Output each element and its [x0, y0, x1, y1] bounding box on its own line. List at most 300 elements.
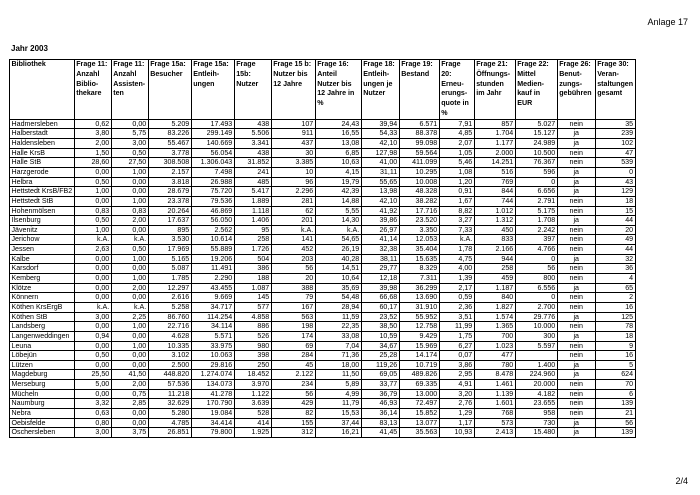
library-name-cell: Halle KrsB: [10, 148, 75, 158]
table-row: [10, 380, 636, 390]
data-cell: 2,25: [111, 312, 148, 322]
data-cell: 139: [595, 428, 635, 438]
data-cell: 1.601: [474, 399, 515, 409]
data-cell: 10.000: [515, 322, 557, 332]
data-cell: 539: [595, 158, 635, 168]
data-cell: 0: [595, 167, 635, 177]
library-name-cell: Jerichow: [10, 235, 75, 245]
data-cell: 15,53: [315, 409, 361, 419]
data-cell: 2.500: [148, 360, 191, 370]
data-cell: 1.400: [515, 360, 557, 370]
data-cell: 2.290: [191, 274, 234, 284]
data-cell: 1,00: [74, 187, 111, 197]
data-cell: 43.455: [191, 283, 234, 293]
library-name-cell: Hettstedt StB: [10, 196, 75, 206]
data-cell: 911: [271, 129, 315, 139]
data-cell: 3,75: [111, 428, 148, 438]
data-cell: 2,76: [439, 399, 474, 409]
data-cell: 438: [234, 119, 271, 129]
data-cell: 388: [271, 283, 315, 293]
table-row: [10, 129, 636, 139]
data-cell: 86.760: [148, 312, 191, 322]
data-cell: 3.970: [234, 380, 271, 390]
library-name-cell: Karsdorf: [10, 264, 75, 274]
data-cell: 11.491: [191, 264, 234, 274]
data-cell: 55.467: [148, 139, 191, 149]
data-cell: 1.704: [474, 129, 515, 139]
data-cell: 0,94: [74, 331, 111, 341]
data-cell: 5.417: [234, 187, 271, 197]
data-cell: 730: [515, 418, 557, 428]
data-cell: 0,00: [74, 254, 111, 264]
data-cell: 1.406: [234, 216, 271, 226]
data-cell: 0: [515, 254, 557, 264]
data-cell: 438: [234, 148, 271, 158]
data-cell: 0,00: [74, 283, 111, 293]
data-cell: 11,79: [315, 399, 361, 409]
data-cell: 155: [271, 418, 315, 428]
data-cell: 3,86: [439, 360, 474, 370]
data-cell: 0,00: [111, 119, 148, 129]
data-cell: 14.251: [474, 158, 515, 168]
data-cell: 4,00: [439, 264, 474, 274]
data-cell: 55.952: [399, 312, 439, 322]
data-cell: 573: [474, 418, 515, 428]
data-cell: 17.637: [148, 216, 191, 226]
data-cell: 0,00: [111, 331, 148, 341]
data-cell: 11,50: [315, 370, 361, 380]
data-cell: ja: [557, 312, 595, 322]
data-cell: 46.869: [191, 206, 234, 216]
data-cell: 82: [271, 409, 315, 419]
data-cell: 2,63: [74, 245, 111, 255]
data-cell: 56.054: [191, 148, 234, 158]
data-cell: 20: [271, 274, 315, 284]
data-cell: 12.053: [399, 235, 439, 245]
table-row: [10, 119, 636, 129]
data-cell: 23.655: [515, 399, 557, 409]
table-row: [10, 177, 636, 187]
data-cell: 448.820: [148, 370, 191, 380]
data-cell: nein: [557, 235, 595, 245]
data-cell: 258: [234, 235, 271, 245]
library-name-cell: Jessen: [10, 245, 75, 255]
data-cell: 2.157: [148, 167, 191, 177]
data-cell: 33,08: [315, 331, 361, 341]
data-cell: 5,00: [74, 380, 111, 390]
data-cell: 0,80: [74, 418, 111, 428]
data-cell: 312: [271, 428, 315, 438]
data-cell: 1,20: [439, 177, 474, 187]
data-cell: 5.087: [148, 264, 191, 274]
data-cell: 20.264: [148, 206, 191, 216]
data-cell: 768: [474, 409, 515, 419]
data-cell: 1.023: [474, 341, 515, 351]
data-cell: 0,00: [111, 293, 148, 303]
data-cell: ja: [557, 139, 595, 149]
library-statistics-table: [9, 59, 636, 438]
data-cell: 9: [595, 341, 635, 351]
data-cell: nein: [557, 206, 595, 216]
data-cell: 72.497: [399, 399, 439, 409]
data-cell: 33,77: [361, 380, 399, 390]
data-cell: 437: [271, 139, 315, 149]
data-cell: 3,20: [439, 389, 474, 399]
data-cell: 5.571: [191, 331, 234, 341]
data-cell: 56.050: [191, 216, 234, 226]
data-cell: ja: [557, 167, 595, 177]
data-cell: 7.311: [399, 274, 439, 284]
data-cell: 18: [595, 331, 635, 341]
data-cell: 2,00: [111, 216, 148, 226]
table-row: [10, 428, 636, 438]
data-cell: 397: [515, 235, 557, 245]
library-name-cell: Kemberg: [10, 274, 75, 284]
data-cell: nein: [557, 341, 595, 351]
data-cell: 95: [234, 225, 271, 235]
table-row: [10, 196, 636, 206]
data-cell: 28.679: [148, 187, 191, 197]
column-header: Frage 15 b: Nutzer bis 12 Jahre: [271, 60, 315, 120]
data-cell: 800: [515, 274, 557, 284]
data-cell: 840: [474, 293, 515, 303]
data-cell: 2,36: [439, 302, 474, 312]
data-cell: 833: [474, 235, 515, 245]
data-cell: 32: [595, 254, 635, 264]
data-cell: 414: [234, 418, 271, 428]
data-cell: 13,08: [315, 139, 361, 149]
column-header: Frage 30: Veran-staltungen gesamt: [595, 60, 635, 120]
table-row: [10, 274, 636, 284]
data-cell: 37,44: [315, 418, 361, 428]
data-cell: 62: [271, 206, 315, 216]
table-row: [10, 245, 636, 255]
data-cell: 780: [474, 360, 515, 370]
data-cell: 1,00: [111, 167, 148, 177]
data-cell: 224.960: [515, 370, 557, 380]
data-cell: 1,00: [111, 254, 148, 264]
table-row: [10, 360, 636, 370]
data-cell: 203: [271, 254, 315, 264]
data-cell: 32,38: [361, 245, 399, 255]
data-cell: 10.295: [399, 167, 439, 177]
data-cell: 308.508: [148, 158, 191, 168]
data-cell: 0,50: [74, 216, 111, 226]
data-cell: 16,55: [315, 129, 361, 139]
data-cell: 44: [595, 245, 635, 255]
table-row: [10, 389, 636, 399]
data-cell: 1,00: [111, 196, 148, 206]
data-cell: 56: [515, 264, 557, 274]
data-cell: 0,00: [111, 187, 148, 197]
data-cell: 1.726: [234, 245, 271, 255]
table-row: [10, 418, 636, 428]
data-cell: 17.493: [191, 119, 234, 129]
data-cell: 1,67: [439, 196, 474, 206]
data-cell: 258: [474, 264, 515, 274]
data-cell: 0,00: [74, 167, 111, 177]
data-cell: 2,17: [439, 283, 474, 293]
data-cell: 139: [595, 399, 635, 409]
data-cell: 31.852: [234, 158, 271, 168]
data-cell: 38,11: [361, 254, 399, 264]
library-name-cell: Langenweddingen: [10, 331, 75, 341]
data-cell: 300: [515, 331, 557, 341]
data-cell: 11.218: [148, 389, 191, 399]
data-cell: nein: [557, 225, 595, 235]
data-cell: 55.889: [191, 245, 234, 255]
data-cell: 34.414: [191, 418, 234, 428]
data-cell: 1.177: [474, 139, 515, 149]
data-cell: ja: [557, 428, 595, 438]
data-cell: 0,50: [111, 148, 148, 158]
data-cell: 41,50: [111, 370, 148, 380]
data-cell: 980: [234, 341, 271, 351]
data-cell: 744: [474, 196, 515, 206]
data-cell: 2.166: [474, 245, 515, 255]
data-cell: nein: [557, 148, 595, 158]
data-cell: ja: [557, 254, 595, 264]
data-cell: 56: [271, 264, 315, 274]
library-name-cell: Könnern: [10, 293, 75, 303]
data-cell: 29,77: [361, 264, 399, 274]
data-cell: 18.452: [234, 370, 271, 380]
data-cell: 10.063: [191, 351, 234, 361]
data-cell: ja: [557, 331, 595, 341]
data-cell: [515, 351, 557, 361]
data-cell: 41,14: [361, 235, 399, 245]
data-cell: 119,26: [361, 360, 399, 370]
data-cell: 3.385: [271, 158, 315, 168]
data-cell: 3.350: [399, 225, 439, 235]
data-cell: 23,52: [361, 312, 399, 322]
data-cell: 88.378: [399, 129, 439, 139]
data-cell: 174: [271, 331, 315, 341]
data-cell: 16: [595, 351, 635, 361]
data-cell: 18: [595, 196, 635, 206]
data-cell: 1.312: [474, 216, 515, 226]
data-cell: 0,75: [111, 389, 148, 399]
data-cell: 1,00: [111, 341, 148, 351]
data-cell: 42,10: [361, 139, 399, 149]
data-cell: 134.073: [191, 380, 234, 390]
data-cell: 1.461: [474, 380, 515, 390]
data-cell: k.A.: [74, 302, 111, 312]
data-cell: 96: [271, 177, 315, 187]
data-cell: 36: [595, 264, 635, 274]
data-cell: 35.563: [399, 428, 439, 438]
data-cell: k.A.: [111, 302, 148, 312]
data-cell: 10.719: [399, 360, 439, 370]
data-cell: 299.149: [191, 129, 234, 139]
data-cell: 16: [595, 302, 635, 312]
data-cell: 0,00: [74, 274, 111, 284]
data-cell: nein: [557, 158, 595, 168]
data-cell: 3,80: [74, 129, 111, 139]
data-cell: 477: [474, 351, 515, 361]
column-header: Frage 18: Entleih-ungen je Nutzer: [361, 60, 399, 120]
data-cell: 2,85: [111, 399, 148, 409]
data-cell: 0,00: [74, 293, 111, 303]
library-name-cell: Hadmersleben: [10, 119, 75, 129]
data-cell: 127,98: [361, 148, 399, 158]
table-row: [10, 264, 636, 274]
library-name-cell: Merseburg: [10, 380, 75, 390]
data-cell: 1.122: [234, 389, 271, 399]
data-cell: 12,18: [361, 274, 399, 284]
data-cell: 504: [234, 254, 271, 264]
data-cell: 5,75: [111, 129, 148, 139]
library-name-cell: Haldensleben: [10, 139, 75, 149]
data-cell: 250: [234, 360, 271, 370]
data-cell: 0,07: [439, 351, 474, 361]
data-cell: 10.335: [148, 341, 191, 351]
data-cell: 516: [474, 167, 515, 177]
data-cell: 700: [474, 331, 515, 341]
data-cell: 281: [271, 196, 315, 206]
data-cell: 26.988: [191, 177, 234, 187]
data-cell: 40,28: [315, 254, 361, 264]
data-cell: 5.597: [515, 341, 557, 351]
data-cell: 10,59: [361, 331, 399, 341]
library-name-cell: Kalbe: [10, 254, 75, 264]
data-cell: 6: [595, 389, 635, 399]
data-cell: 4.858: [234, 312, 271, 322]
data-cell: 0,59: [439, 293, 474, 303]
data-cell: 45: [271, 360, 315, 370]
data-cell: 450: [474, 225, 515, 235]
table-row: [10, 331, 636, 341]
data-cell: 17.716: [399, 206, 439, 216]
data-cell: 0,62: [74, 119, 111, 129]
data-cell: 2.122: [271, 370, 315, 380]
data-cell: 1,75: [439, 331, 474, 341]
data-cell: 114.254: [191, 312, 234, 322]
data-cell: 0,00: [111, 225, 148, 235]
data-cell: 3.102: [148, 351, 191, 361]
data-cell: 10.008: [399, 177, 439, 187]
table-row: [10, 341, 636, 351]
data-cell: 3,32: [74, 399, 111, 409]
data-cell: 1,50: [74, 148, 111, 158]
data-cell: 36,79: [361, 389, 399, 399]
data-cell: 141: [271, 235, 315, 245]
data-cell: 2.242: [515, 225, 557, 235]
data-cell: 2.791: [515, 196, 557, 206]
data-cell: 0,83: [74, 206, 111, 216]
data-cell: 14,88: [315, 196, 361, 206]
data-cell: 20.000: [515, 380, 557, 390]
data-cell: 56: [595, 418, 635, 428]
library-name-cell: Köthen StB: [10, 312, 75, 322]
data-cell: 29.776: [515, 312, 557, 322]
data-cell: 1,00: [74, 225, 111, 235]
data-cell: 4.785: [148, 418, 191, 428]
data-cell: 241: [234, 167, 271, 177]
data-cell: 35.404: [399, 245, 439, 255]
data-cell: 429: [271, 399, 315, 409]
data-cell: ja: [557, 177, 595, 187]
library-name-cell: Klötze: [10, 283, 75, 293]
data-cell: 34,67: [361, 341, 399, 351]
data-cell: 25,50: [74, 370, 111, 380]
data-cell: 15.635: [399, 254, 439, 264]
data-cell: 5.258: [148, 302, 191, 312]
data-cell: 0,00: [111, 264, 148, 274]
data-cell: 3.778: [148, 148, 191, 158]
library-name-cell: Köthen KrsErgB: [10, 302, 75, 312]
table-row: [10, 302, 636, 312]
data-cell: 66,68: [361, 293, 399, 303]
data-cell: 69.335: [399, 380, 439, 390]
data-cell: 485: [234, 177, 271, 187]
library-name-cell: Oebisfelde: [10, 418, 75, 428]
data-cell: 107: [271, 119, 315, 129]
table-row: [10, 187, 636, 197]
data-cell: 5: [595, 360, 635, 370]
data-cell: 27,50: [111, 158, 148, 168]
data-cell: 16,21: [315, 428, 361, 438]
data-cell: 26,97: [361, 225, 399, 235]
table-row: [10, 148, 636, 158]
data-cell: 14,30: [315, 216, 361, 226]
data-cell: 5.027: [515, 119, 557, 129]
data-cell: ja: [557, 129, 595, 139]
data-cell: 0,00: [111, 409, 148, 419]
table-row: [10, 409, 636, 419]
data-cell: 125: [595, 312, 635, 322]
data-cell: ja: [557, 418, 595, 428]
data-cell: 526: [234, 331, 271, 341]
column-header: Frage 26: Benut-zungs-gebühren: [557, 60, 595, 120]
data-cell: 0,00: [111, 418, 148, 428]
data-cell: 30: [271, 148, 315, 158]
data-cell: 24,43: [315, 119, 361, 129]
column-header: Frage 15b: Nutzer: [234, 60, 271, 120]
data-cell: 15: [595, 206, 635, 216]
data-cell: 4,99: [315, 389, 361, 399]
data-cell: 1,39: [439, 274, 474, 284]
data-cell: 4.766: [515, 245, 557, 255]
library-name-cell: Nebra: [10, 409, 75, 419]
data-cell: 33.975: [191, 341, 234, 351]
annex-label: Anlage 17: [647, 17, 688, 27]
data-cell: 3,00: [74, 312, 111, 322]
table-row: [10, 235, 636, 245]
data-cell: 1,29: [439, 409, 474, 419]
column-header: Frage 11: Anzahl Assisten-ten: [111, 60, 148, 120]
data-cell: 6,27: [439, 341, 474, 351]
library-name-cell: Ilsenburg: [10, 216, 75, 226]
data-cell: 1,17: [439, 418, 474, 428]
data-cell: 71,36: [315, 351, 361, 361]
data-cell: 38.282: [399, 196, 439, 206]
data-cell: 1.087: [234, 283, 271, 293]
table-row: [10, 225, 636, 235]
data-cell: 1,00: [111, 322, 148, 332]
data-cell: 3,00: [111, 139, 148, 149]
data-cell: 0,00: [74, 264, 111, 274]
data-cell: 1.925: [234, 428, 271, 438]
data-cell: 2.000: [474, 148, 515, 158]
data-cell: 7.498: [191, 167, 234, 177]
data-cell: 102: [595, 139, 635, 149]
data-cell: 10,64: [315, 274, 361, 284]
data-cell: 47: [595, 148, 635, 158]
table-row: [10, 283, 636, 293]
column-header: Frage 15a: Entleih-ungen: [191, 60, 234, 120]
data-cell: 31.910: [399, 302, 439, 312]
